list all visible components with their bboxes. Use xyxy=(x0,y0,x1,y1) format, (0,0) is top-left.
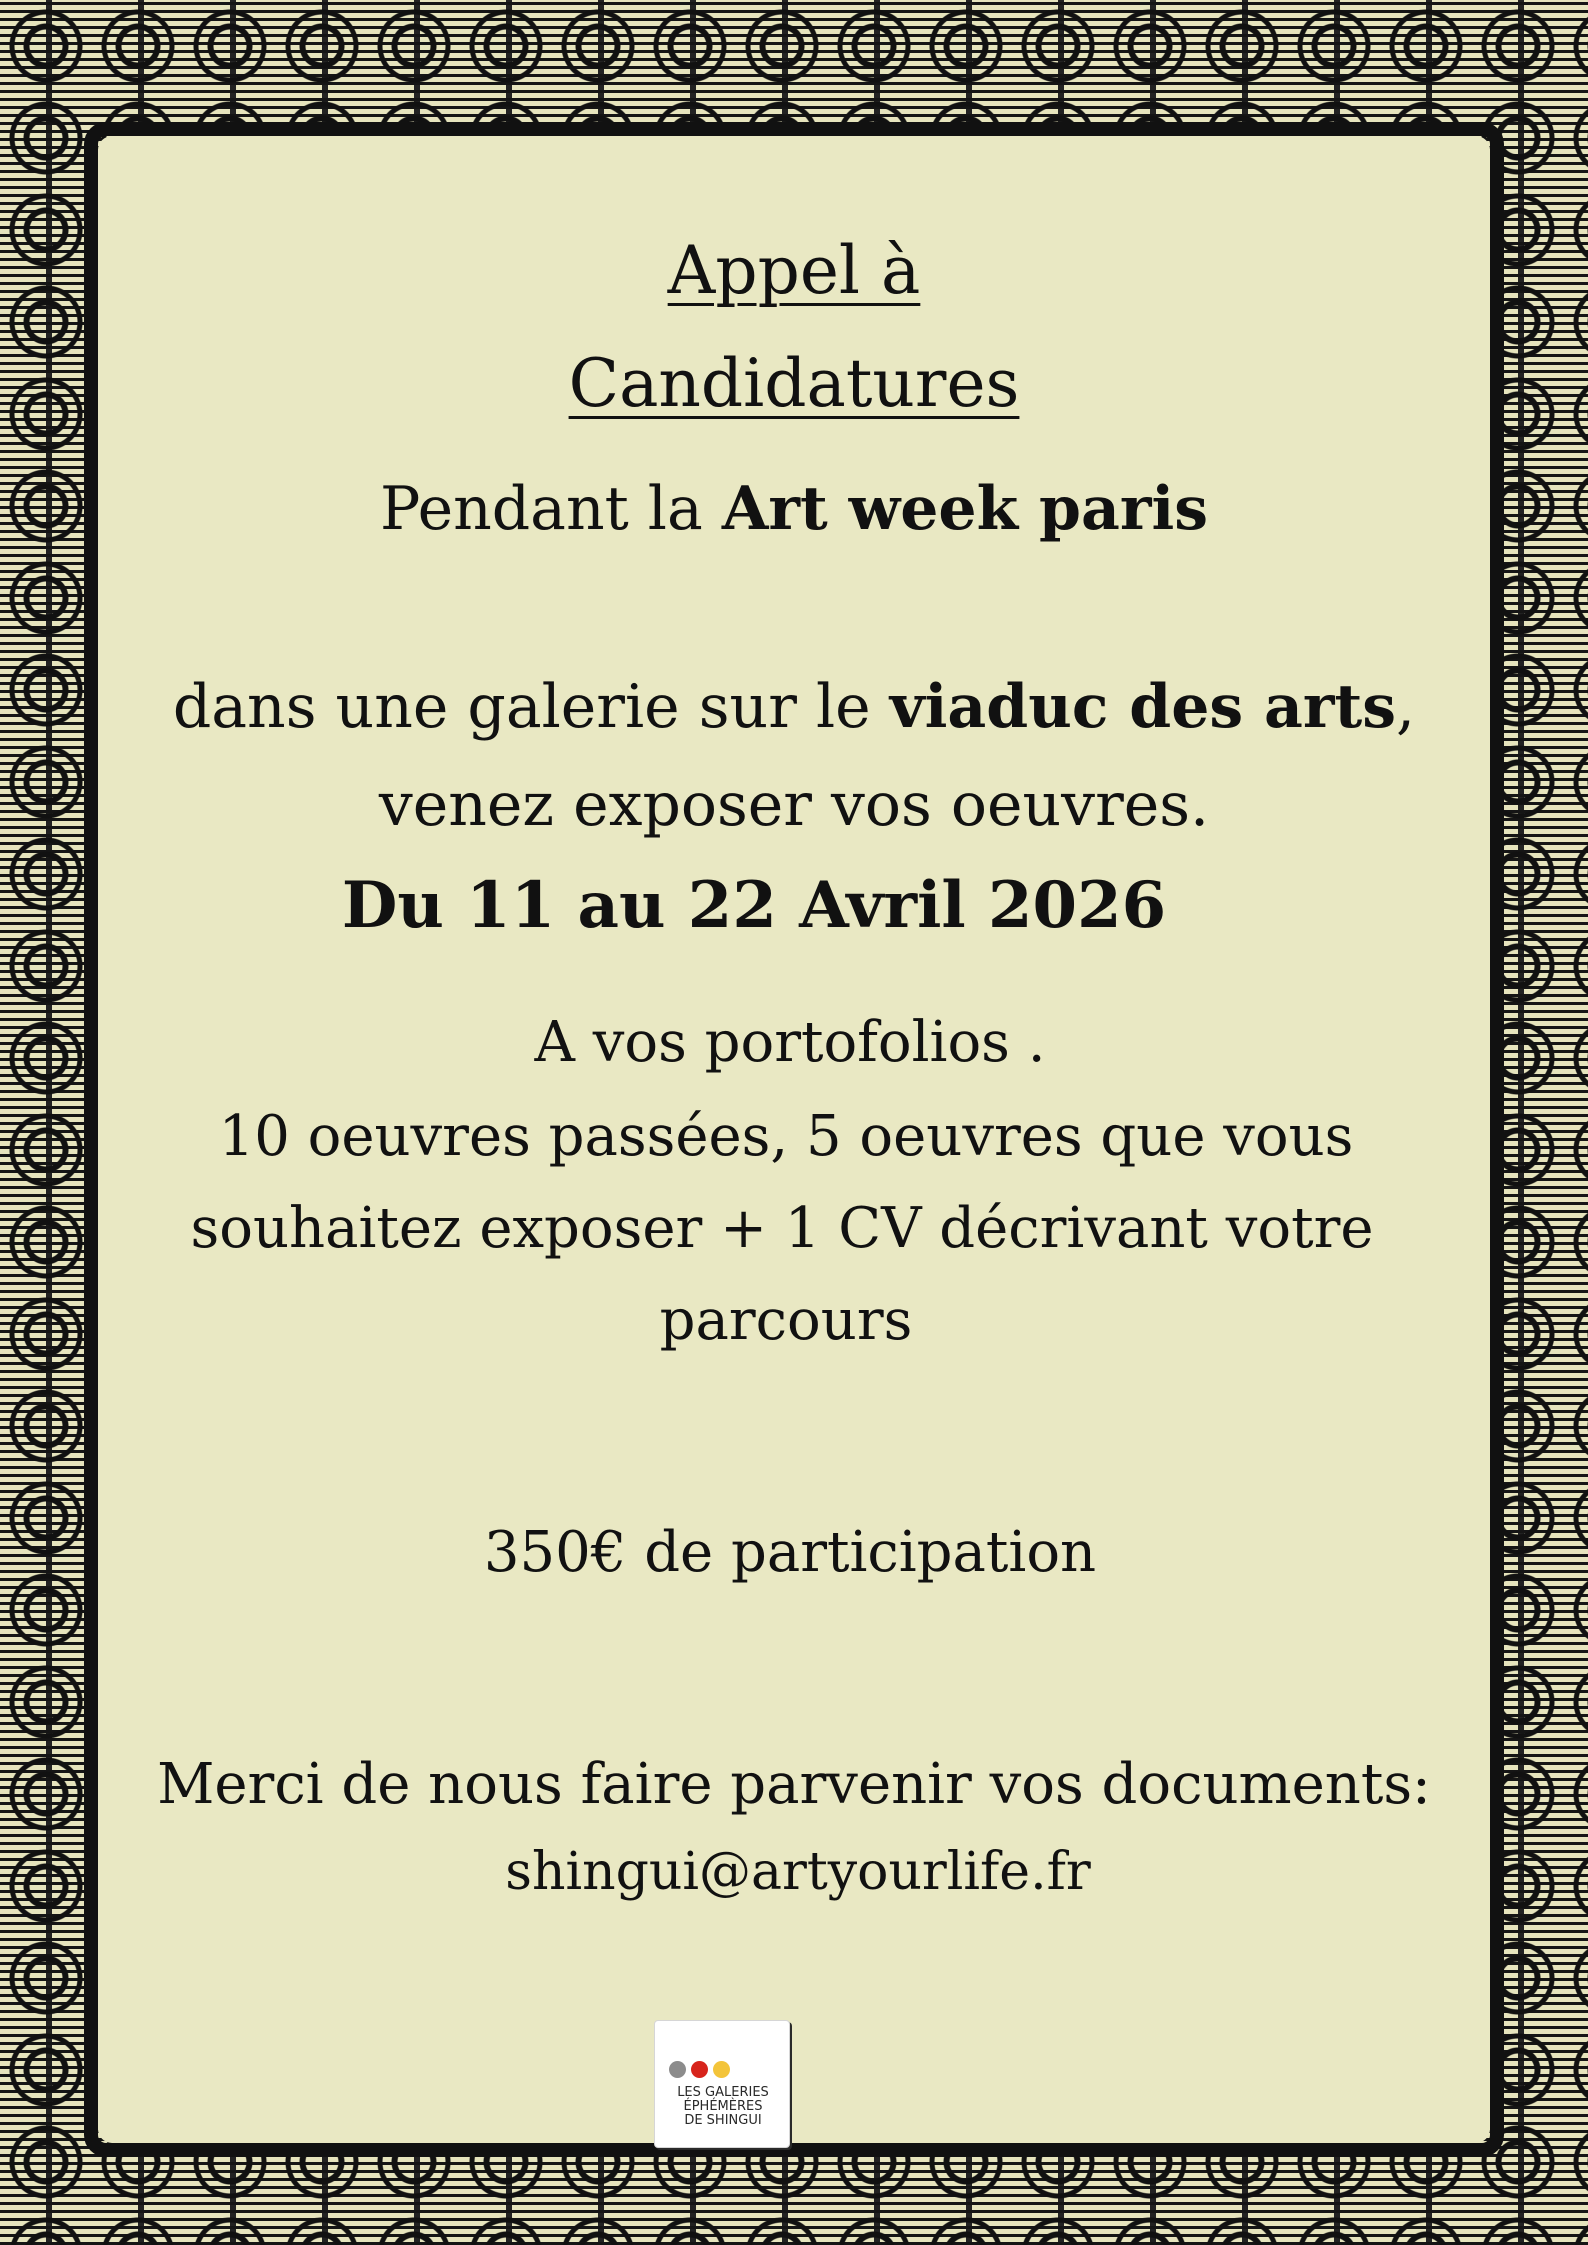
portfolio-requirements-3: parcours xyxy=(659,1288,913,1353)
galerie-logo xyxy=(654,2020,790,2148)
logo-text-1: LES GALERIES xyxy=(677,2085,769,2100)
portfolio-requirements-1: 10 oeuvres passées, 5 oeuvres que vous xyxy=(218,1104,1354,1169)
logo-dot-red xyxy=(691,2061,708,2078)
viaduc-line xyxy=(0,672,1588,742)
exhibit-line: venez exposer vos oeuvres. xyxy=(378,770,1210,840)
art-week-prefix: Pendant la xyxy=(379,474,722,544)
contact-instructions: Merci de nous faire parvenir vos documents: xyxy=(157,1752,1431,1817)
logo-dot-grey xyxy=(669,2061,686,2078)
event-dates: Du 11 au 22 Avril 2026 xyxy=(341,868,1167,943)
art-week-line xyxy=(0,474,1588,544)
viaduc-prefix: dans une galerie sur le xyxy=(172,672,890,742)
viaduc-name: viaduc des arts xyxy=(889,672,1397,742)
title-line-2: Candidatures xyxy=(568,345,1020,422)
participation-fee: 350€ de participation xyxy=(483,1520,1097,1585)
viaduc-comma: , xyxy=(1396,672,1416,742)
title-line-1: Appel à xyxy=(667,232,921,309)
portfolio-requirements-2: souhaitez exposer + 1 CV décrivant votre xyxy=(190,1196,1374,1261)
logo-dot-yellow xyxy=(713,2061,730,2078)
contact-email[interactable]: shingui@artyourlife.fr xyxy=(505,1842,1091,1902)
logo-text-3: DE SHINGUI xyxy=(684,2113,762,2128)
logo-text-2: ÉPHÉMÈRES xyxy=(683,2099,763,2114)
art-week-name: Art week paris xyxy=(721,474,1209,544)
portfolio-heading: A vos portofolios . xyxy=(534,1010,1046,1075)
